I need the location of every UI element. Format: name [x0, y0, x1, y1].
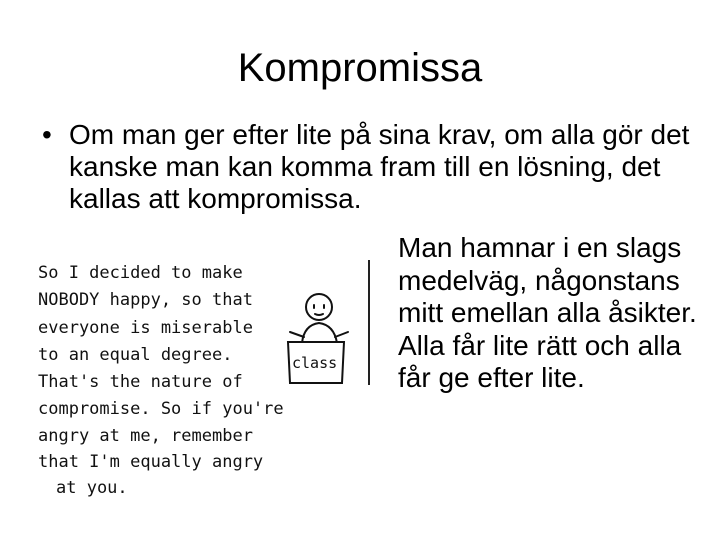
- comic-line: to an equal degree.: [38, 345, 233, 365]
- teacher-figure: [290, 294, 348, 343]
- comic-line: That's the nature of: [38, 372, 243, 392]
- comic-image: [32, 255, 372, 500]
- side-paragraph: Man hamnar i en slags medelväg, någonstans mitt emellan alla åsikter. Alla får lite rätt och alla får ge efter lite.: [398, 232, 697, 393]
- comic-line: that I'm equally angry: [38, 452, 264, 472]
- comic-line: compromise. So if you're: [38, 399, 284, 419]
- comic-line: So I decided to make: [38, 263, 243, 283]
- bullet-symbol: •: [42, 119, 52, 150]
- comic-line: at you.: [56, 478, 128, 498]
- lectern-label: class: [292, 354, 338, 372]
- comic-line: everyone is miserable: [38, 318, 253, 338]
- bullet-text: Om man ger efter lite på sina krav, om alla gör det kanske man kan komma fram till en lösning, det kallas att kompromissa.: [69, 119, 690, 214]
- comic-line: NOBODY happy, so that: [38, 290, 253, 310]
- lectern: [288, 342, 344, 383]
- slide-title: Kompromissa: [237, 46, 483, 90]
- comic-line: angry at me, remember: [38, 426, 253, 446]
- comic-drawing: [32, 255, 372, 500]
